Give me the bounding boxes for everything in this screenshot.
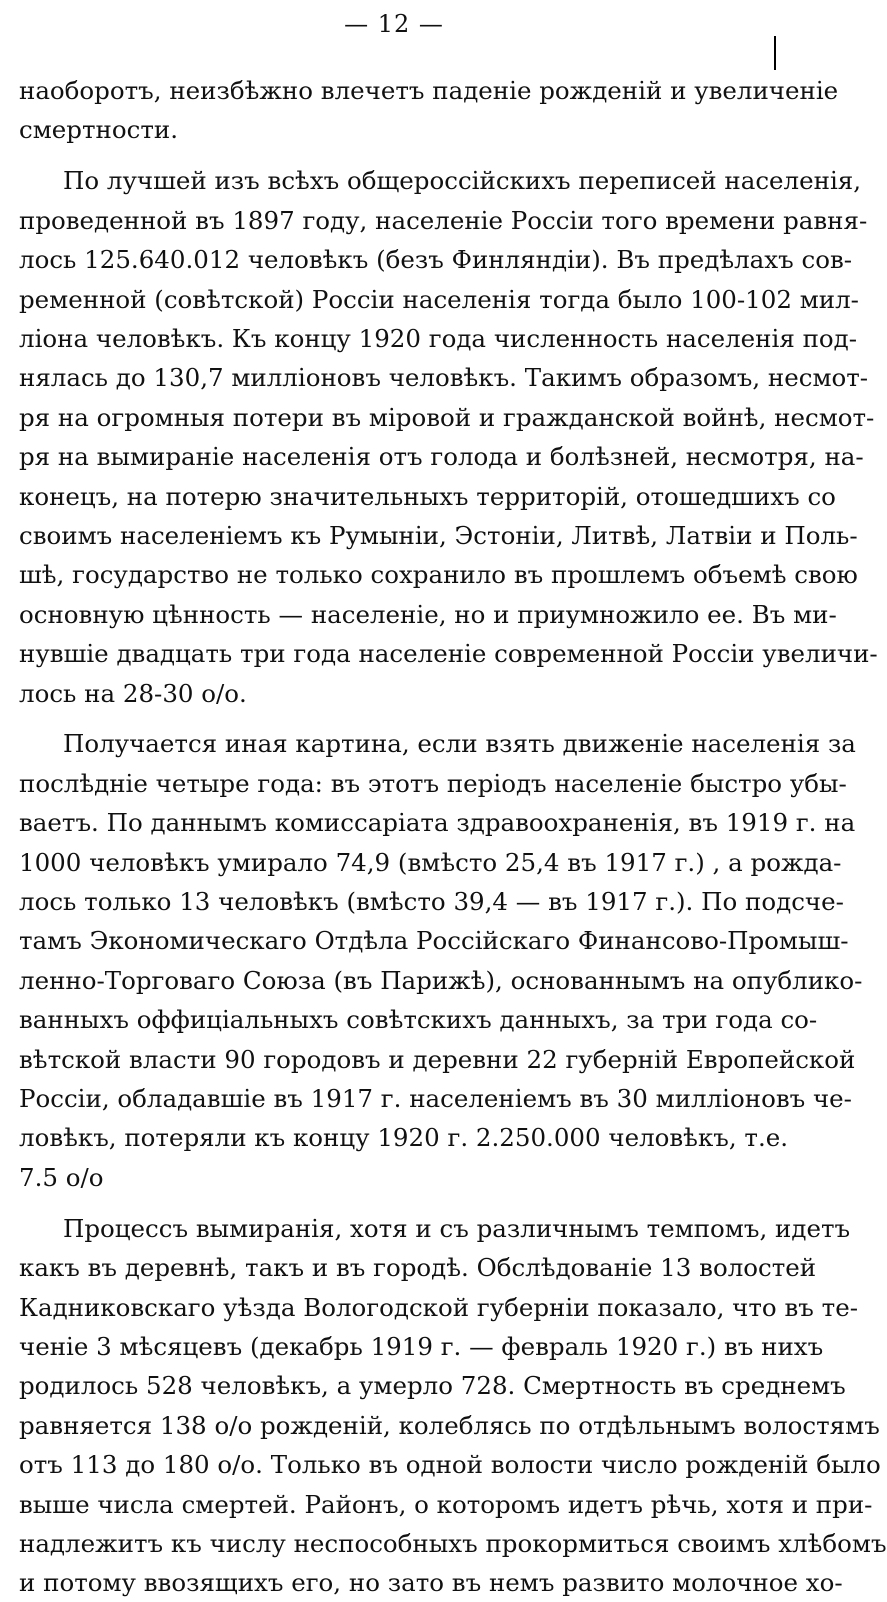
- margin-rule: [774, 36, 776, 70]
- text-line: ванныхъ оффиціальныхъ совѣтскихъ данныхъ, за три года со-: [19, 1005, 818, 1035]
- text-line: ременной (совѣтской) Россіи населенія тогда было 100-102 мил-: [19, 284, 859, 314]
- text-line: лось на 28-30 о/о.: [19, 678, 247, 708]
- text-line: Кадниковскаго уѣзда Вологодской губерніи показало, что въ те-: [19, 1292, 858, 1322]
- text-line: равняется 138 о/о рожденій, колеблясь по отдѣльнымъ волостямъ: [19, 1410, 880, 1440]
- text-line: лось только 13 человѣкъ (вмѣсто 39,4 — въ 1917 г.). По подсче-: [19, 887, 844, 916]
- text-line: ваетъ. По даннымъ комиссаріата здравоохраненія, въ 1919 г. на: [19, 808, 856, 838]
- text-line: какъ въ деревнѣ, такъ и въ городѣ. Обслѣдованіе 13 волостей: [19, 1253, 817, 1283]
- text-line: основную цѣнность — населеніе, но и приумножило ее. Въ ми-: [19, 599, 837, 629]
- text-line: конецъ, на потерю значительныхъ территорій, отошедшихъ со: [19, 481, 836, 511]
- text-line: ліона человѣкъ. Къ концу 1920 года численность населенія под-: [19, 323, 858, 353]
- text-line: родилось 528 человѣкъ, а умерло 728. Смертность въ среднемъ: [19, 1371, 846, 1401]
- text-line: надлежитъ къ числу неспособныхъ прокормиться своимъ хлѣбомъ: [19, 1528, 887, 1558]
- text-line: послѣдніе четыре года: въ этотъ періодъ населеніе быстро убы-: [19, 768, 847, 798]
- text-line: ленно-Торговаго Союза (въ Парижѣ), основаннымъ на опублико-: [19, 965, 863, 995]
- text-line: шѣ, государство не только сохранило въ прошлемъ объемѣ свою: [19, 560, 858, 590]
- text-line: нялась до 130,7 милліоновъ человѣкъ. Такимъ образомъ, несмот-: [19, 363, 869, 393]
- text-line: отъ 113 до 180 о/о. Только въ одной волости число рожденій было: [19, 1450, 881, 1480]
- text-line: вѣтской власти 90 городовъ и деревни 22 губерній Европейской: [19, 1044, 856, 1074]
- text-line: По лучшей изъ всѣхъ общероссійскихъ переписей населенія,: [63, 166, 862, 196]
- text-line: наоборотъ, неизбѣжно влечетъ паденіе рожденій и увеличеніе: [19, 76, 839, 105]
- text-line: ря на вымираніе населенія отъ голода и болѣзней, несмотря, на-: [19, 442, 864, 472]
- text-line: 7.5 о/о: [19, 1162, 104, 1192]
- page-number: — 12 —: [344, 10, 444, 38]
- text-line: лось 125.640.012 человѣкъ (безъ Финляндіи). Въ предѣлахъ сов-: [19, 245, 853, 275]
- text-line: ря на огромныя потери въ міровой и гражданской войнѣ, несмот-: [19, 402, 875, 432]
- text-line: Россіи, обладавшіе въ 1917 г. населеніемъ въ 30 милліоновъ че-: [19, 1084, 852, 1113]
- text-line: и потому ввозящихъ его, но зато въ немъ развито молочное хо-: [19, 1568, 843, 1598]
- text-line: Процессъ вымиранія, хотя и съ различнымъ темпомъ, идетъ: [63, 1213, 851, 1243]
- text-line: ченіе 3 мѣсяцевъ (декабрь 1919 г. — февраль 1920 г.) въ нихъ: [19, 1331, 824, 1361]
- text-line: тамъ Экономическаго Отдѣла Россійскаго Финансово-Промыш-: [19, 926, 849, 956]
- text-line: смертности.: [19, 115, 178, 145]
- text-line: проведенной въ 1897 году, населеніе Россіи того времени равня-: [19, 205, 868, 235]
- text-line: Получается иная картина, если взять движеніе населенія за: [63, 729, 856, 759]
- text-line: своимъ населеніемъ къ Румыніи, Эстоніи, Литвѣ, Латвіи и Поль-: [19, 520, 858, 550]
- text-line: ловѣкъ, потеряли къ концу 1920 г. 2.250.000 человѣкъ, т.е.: [19, 1123, 789, 1153]
- text-line: 1000 человѣкъ умирало 74,9 (вмѣсто 25,4 въ 1917 г.) , а рожда-: [19, 847, 842, 877]
- text-line: выше числа смертей. Районъ, о которомъ идетъ рѣчь, хотя и при-: [19, 1489, 873, 1519]
- text-line: нувшіе двадцать три года населеніе современной Россіи увеличи-: [19, 639, 878, 669]
